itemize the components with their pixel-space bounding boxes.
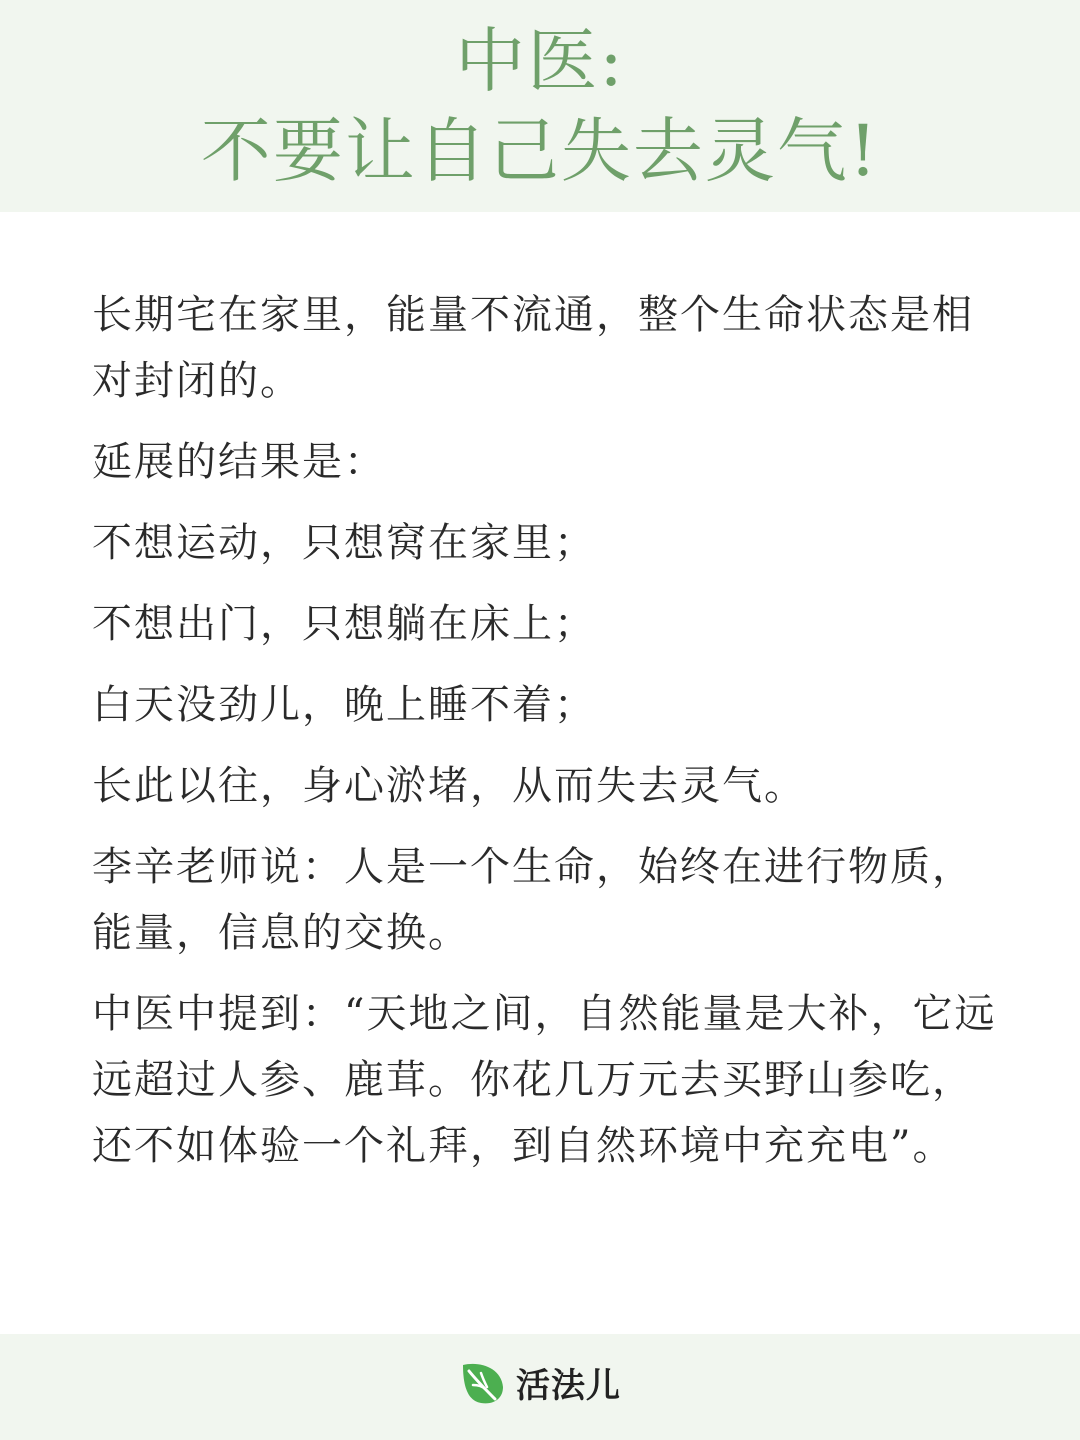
page-title-line-1: 中医: bbox=[455, 20, 625, 102]
paragraph-consequence: 长此以往，身心淤堵，从而失去灵气。 bbox=[92, 763, 806, 809]
paragraph-result-heading: 延展的结果是： bbox=[92, 439, 386, 485]
paragraph-intro: 长期宅在家里，能量不流通，整个生命状态是相对封闭的。 bbox=[92, 292, 974, 404]
paragraph-tcm-quote: 中医中提到：“天地之间，自然能量是大补，它远远超过人参、鹿茸。你花几万元去买野山参吃，还不如体验一个礼拜，到自然环境中充充电”。 bbox=[92, 991, 997, 1169]
page-header bbox=[0, 0, 1080, 212]
paragraph-teacher-quote: 李辛老师说：人是一个生命，始终在进行物质，能量，信息的交换。 bbox=[92, 844, 974, 956]
leaf-icon bbox=[459, 1359, 507, 1407]
brand-logo bbox=[0, 1358, 1080, 1407]
paragraph-symptom-2: 不想出门，只想躺在床上； bbox=[92, 601, 596, 647]
page-title-line-2: 不要让自己失去灵气! bbox=[200, 110, 880, 192]
article-body bbox=[92, 282, 1002, 1194]
page-footer bbox=[0, 1334, 1080, 1440]
paragraph-symptom-3: 白天没劲儿，晚上睡不着； bbox=[92, 682, 596, 728]
brand-name: 活法儿 bbox=[516, 1366, 622, 1406]
paragraph-symptom-1: 不想运动，只想窝在家里； bbox=[92, 520, 596, 566]
